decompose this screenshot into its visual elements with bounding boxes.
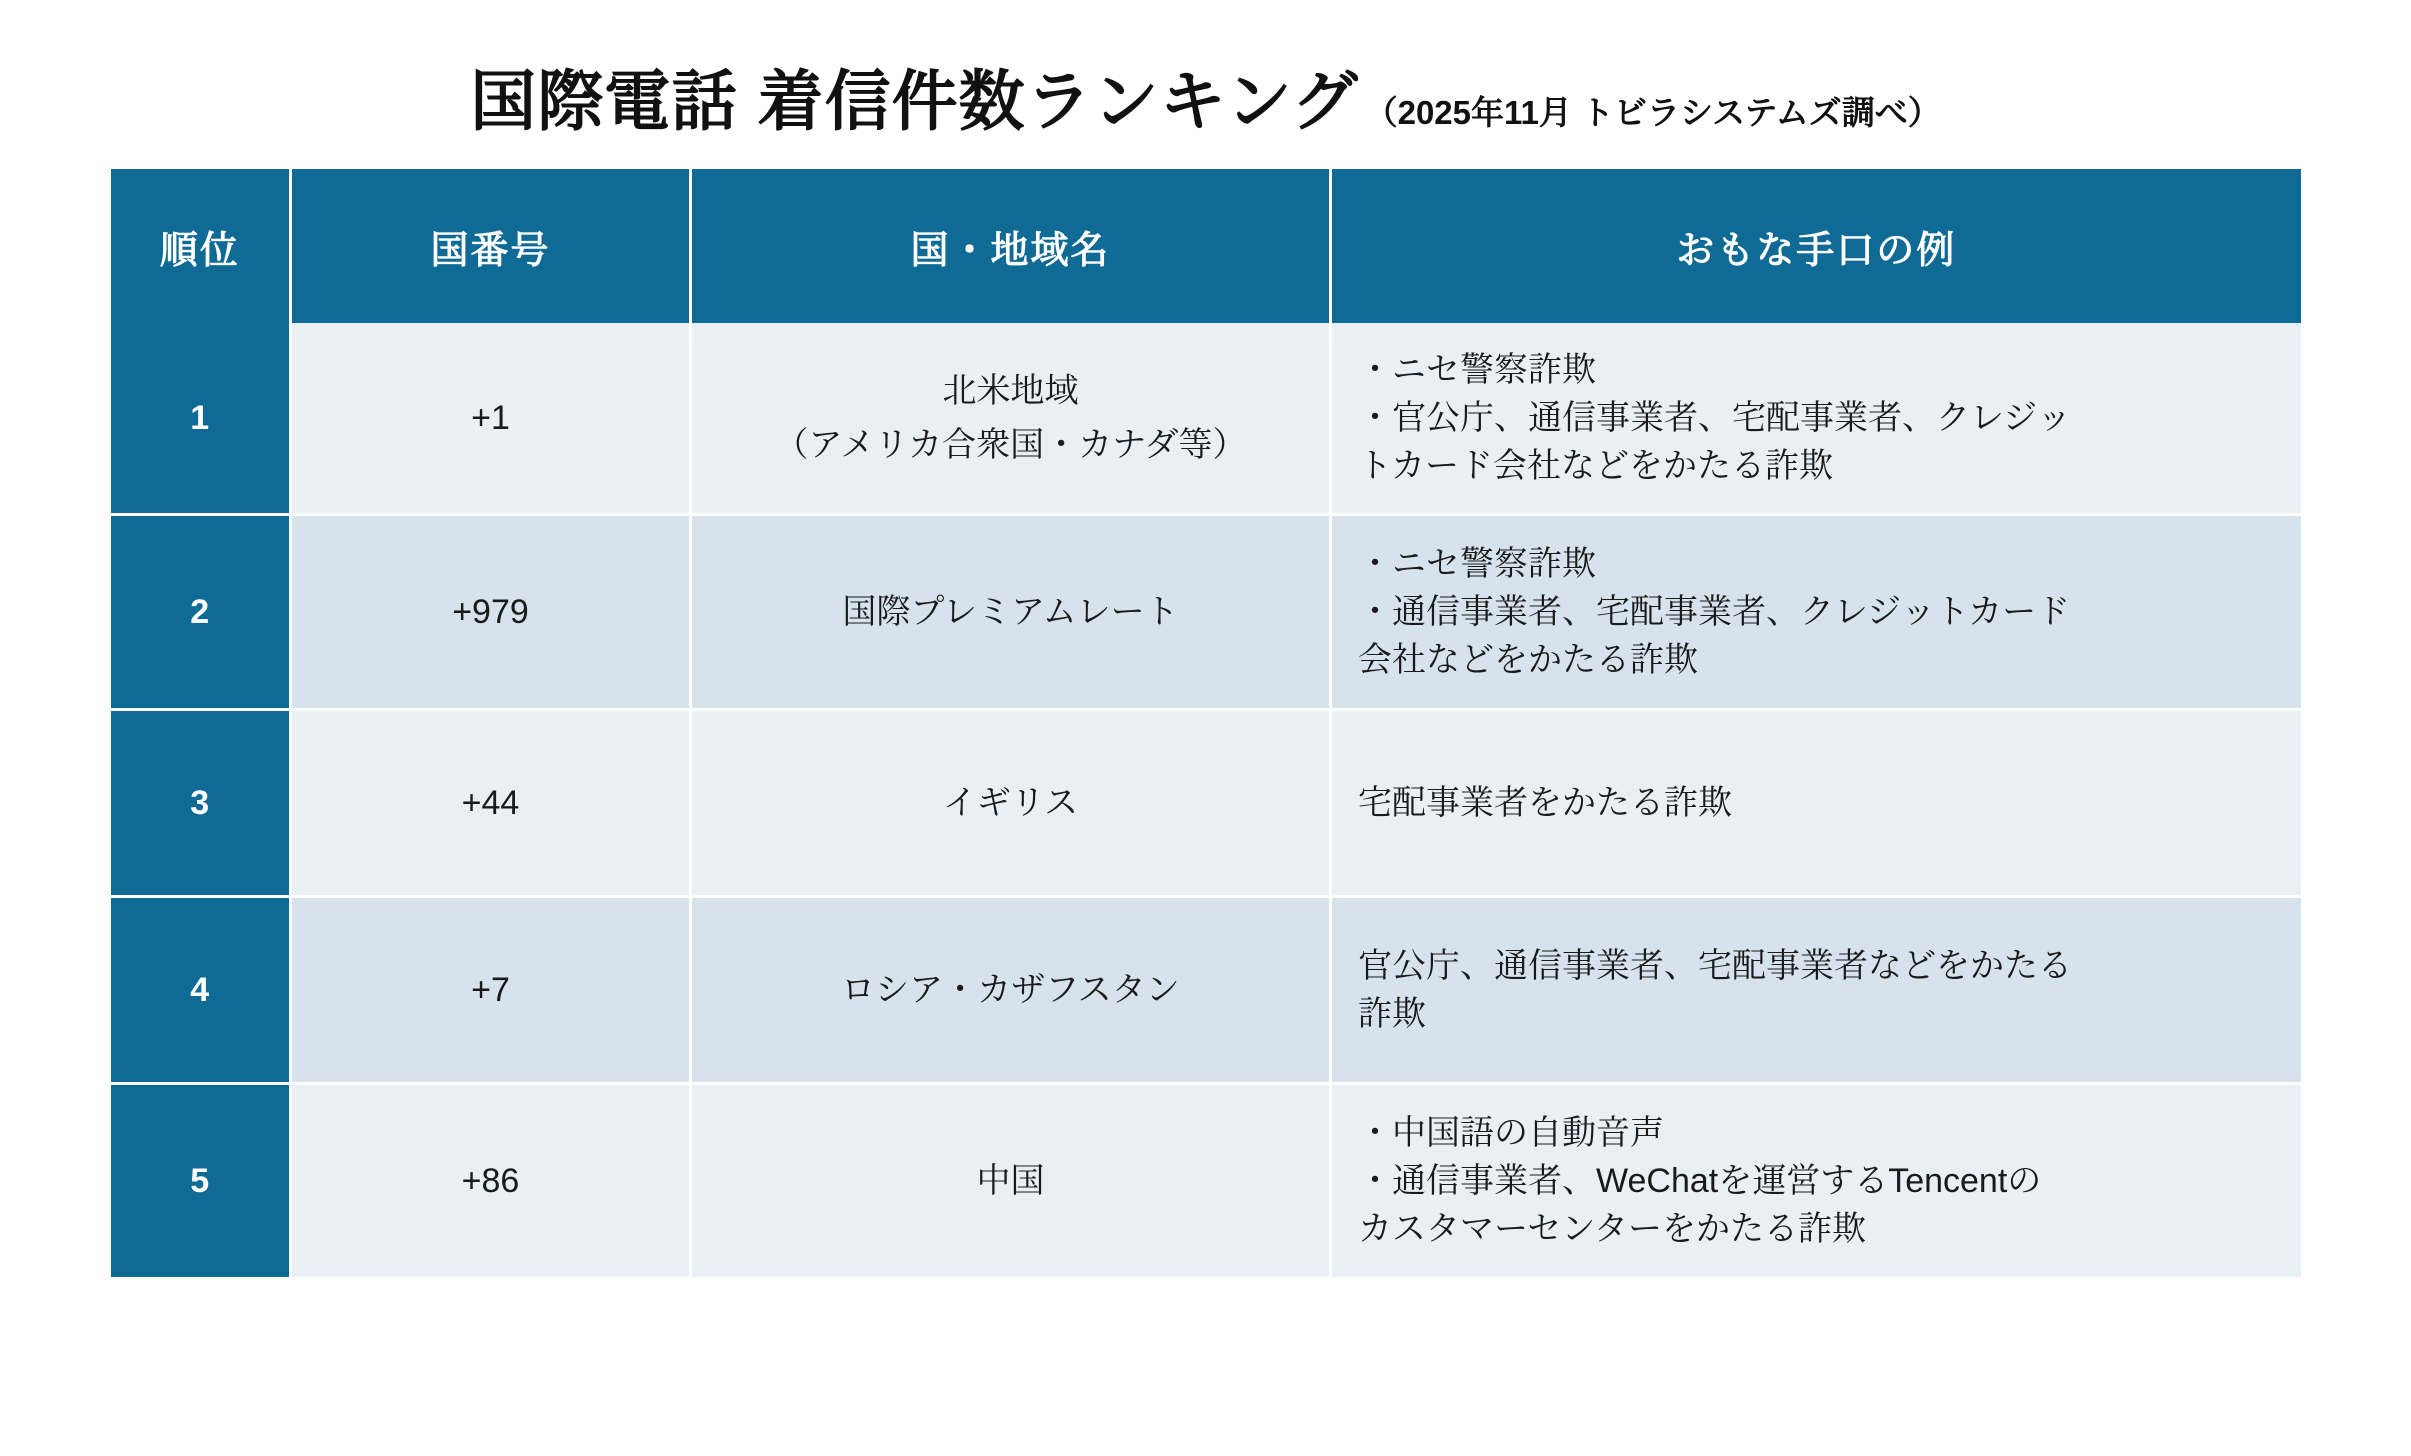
table-body (111, 323, 2301, 1279)
country-name-line-1: イギリス (942, 783, 1079, 822)
page-title-subtitle: （2025年11月 トビラシステムズ調べ） (1364, 94, 1941, 131)
method-line-1: ・ニセ警察詐欺 (1358, 350, 1596, 389)
method-block (1358, 779, 2275, 827)
method-line-3: トカード会社などをかたる詐欺 (1358, 447, 1833, 486)
method-block (1358, 346, 2275, 491)
cell-rank: 2 (111, 515, 291, 710)
cell-country-name (691, 1084, 1331, 1279)
cell-country-name (691, 323, 1331, 515)
method-line-1: ・ニセ警察詐欺 (1358, 544, 1596, 583)
cell-country-code: +979 (291, 515, 691, 710)
table-row (111, 1084, 2301, 1279)
country-name-block (693, 367, 1328, 470)
method-line-3: 会社などをかたる詐欺 (1358, 641, 1698, 680)
column-header-rank: 順位 (111, 169, 291, 323)
cell-country-code: +86 (291, 1084, 691, 1279)
country-name-block (693, 1157, 1328, 1205)
method-block (1358, 1109, 2275, 1254)
cell-method (1331, 323, 2301, 515)
method-line-2: ・通信事業者、WeChatを運営するTencentの (1358, 1161, 2042, 1200)
cell-rank: 1 (111, 323, 291, 515)
table-row (111, 897, 2301, 1084)
cell-method (1331, 897, 2301, 1084)
cell-country-name (691, 897, 1331, 1084)
page-title-main: 国際電話 着信件数ランキング (470, 64, 1359, 138)
country-name-block (693, 588, 1328, 636)
table-header (111, 169, 2301, 323)
method-line-2: ・官公庁、通信事業者、宅配事業者、クレジッ (1358, 398, 2072, 437)
country-name-block (693, 966, 1328, 1014)
column-header-method: おもな手口の例 (1331, 169, 2301, 323)
method-block (1358, 540, 2275, 685)
cell-country-code: +7 (291, 897, 691, 1084)
table-row (111, 323, 2301, 515)
ranking-table (111, 169, 2301, 1280)
method-block (1358, 942, 2275, 1039)
method-line-2: ・通信事業者、宅配事業者、クレジットカード (1358, 592, 2071, 631)
table-row (111, 515, 2301, 710)
cell-method (1331, 1084, 2301, 1279)
table-row (111, 710, 2301, 897)
table-header-row (111, 169, 2301, 323)
cell-country-name (691, 515, 1331, 710)
country-name-line-1: 北米地域 (942, 371, 1079, 410)
cell-country-name (691, 710, 1331, 897)
method-line-1: 宅配事業者をかたる詐欺 (1358, 783, 1732, 822)
method-line-3: カスタマーセンターをかたる詐欺 (1358, 1210, 1866, 1249)
country-name-line-1: 中国 (976, 1161, 1045, 1200)
page-title (0, 0, 2411, 169)
cell-rank: 3 (111, 710, 291, 897)
cell-method (1331, 710, 2301, 897)
cell-country-code: +44 (291, 710, 691, 897)
country-name-block (693, 779, 1328, 827)
country-name-line-1: 国際プレミアムレート (842, 592, 1179, 631)
method-line-1: ・中国語の自動音声 (1358, 1113, 1664, 1152)
cell-rank: 5 (111, 1084, 291, 1279)
cell-country-code: +1 (291, 323, 691, 515)
method-line-2: 詐欺 (1358, 995, 1426, 1033)
cell-rank: 4 (111, 897, 291, 1084)
cell-method (1331, 515, 2301, 710)
country-name-line-1: ロシア・カザフスタン (841, 970, 1180, 1009)
column-header-country-name: 国・地域名 (691, 169, 1331, 323)
column-header-country-code: 国番号 (291, 169, 691, 323)
country-name-line-2: （アメリカ合衆国・カナダ等） (774, 426, 1247, 464)
method-line-1: 官公庁、通信事業者、宅配事業者などをかたる (1358, 946, 2072, 985)
ranking-table-wrapper (111, 169, 2301, 1280)
